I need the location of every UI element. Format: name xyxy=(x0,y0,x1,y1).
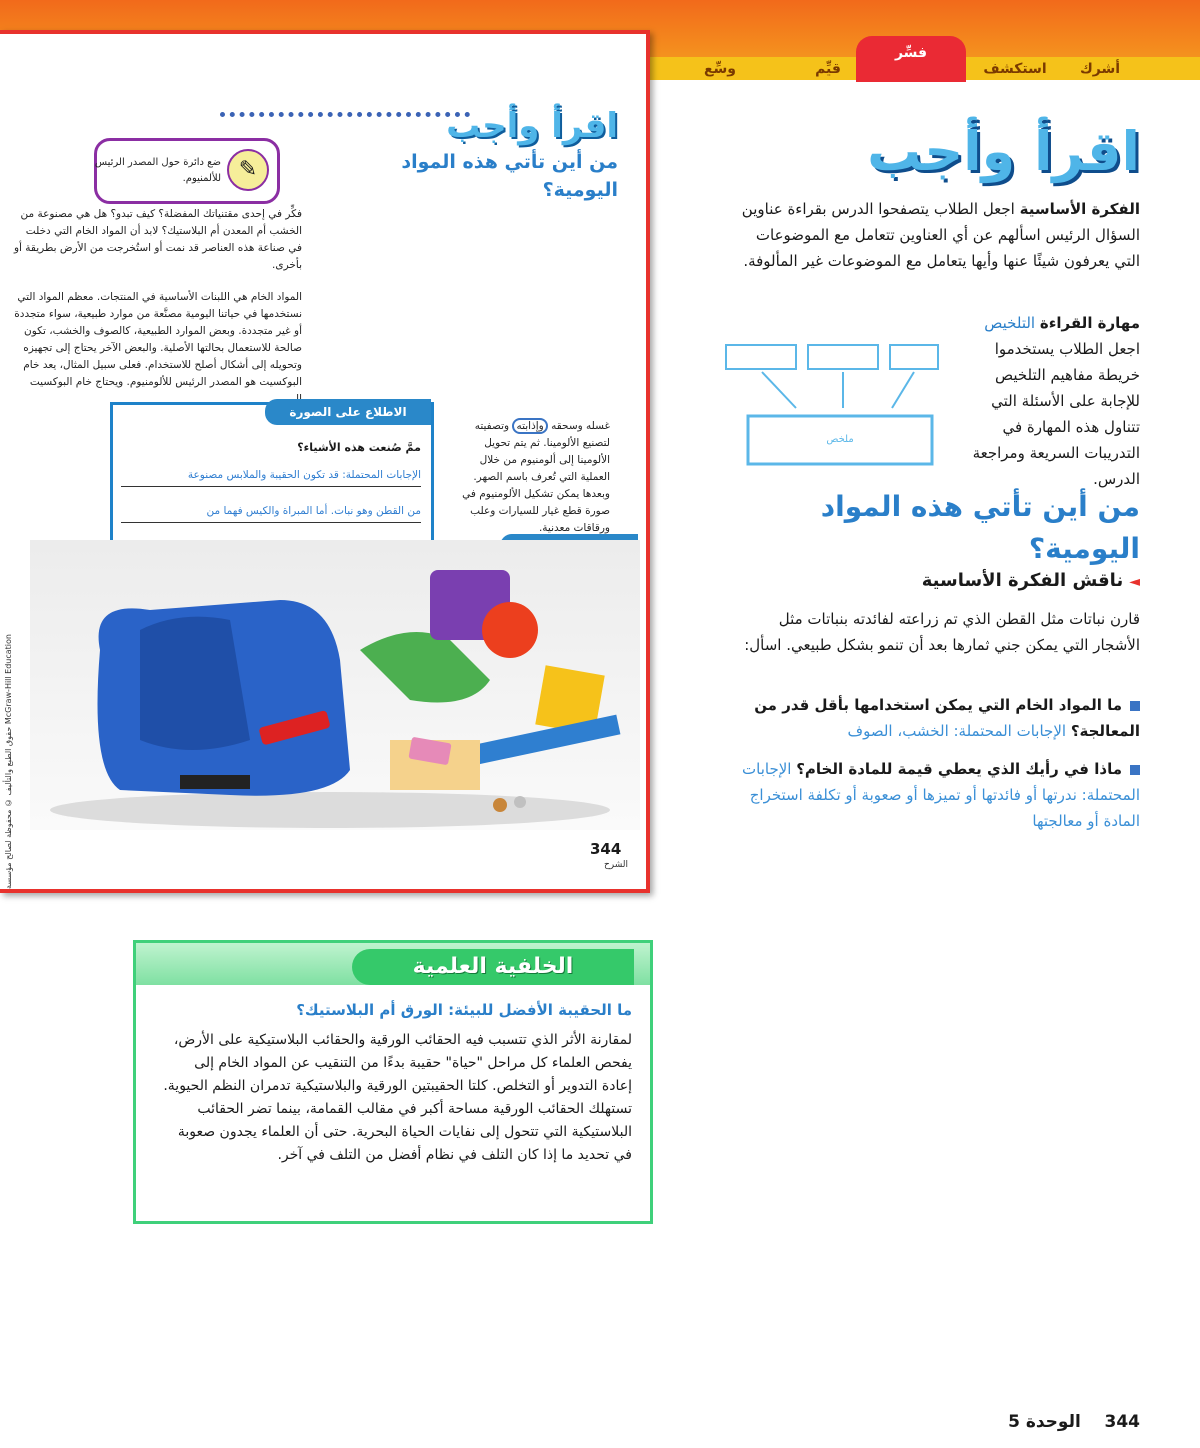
student-para-2: المواد الخام هي اللبنات الأساسية في المنتجات. معظم المواد التي نستخدمها في حياتنا اليومية مصنَّعة من موارد طبيعية، سواء متجددة أو غير متجددة. وبعض الموارد الطبيعية، كالصوف والخشب، تكون صالحة للاستعمال بحالتها الأصلية. والبعض الآخر يحتاج إلى تجهيزه وتحويله إلى أشكال أصلح للاستخدام. فعلى سبيل المثال، يعد خام البوكسيت هو المصدر الرئيس للألومنيوم. ويحتاج خام البوكسيت xyxy=(14,291,302,388)
para3-prefix: غسله وسحقه xyxy=(551,420,610,432)
copyright-credit: حقوق الطبع والتأليف © محفوظة لصالح مؤسسة McGraw-Hill Education xyxy=(4,634,13,889)
student-para-3 xyxy=(460,418,610,537)
square-bullet-icon xyxy=(1130,701,1140,711)
reading-skill-label: مهارة القراءة xyxy=(1039,314,1140,332)
square-bullet-icon xyxy=(1130,765,1140,775)
answer-2-text: الإجابات المحتملة: ندرتها أو فائدتها أو تميزها أو صعوبة أو تكلفة استخراج المادة أو معالجتها xyxy=(742,760,1140,830)
science-background-box xyxy=(133,940,653,1224)
teacher-title: اقرأ وأجب xyxy=(867,120,1140,183)
note-callout xyxy=(94,138,280,204)
background-subheading: ما الحقيبة الأفضل للبيئة: الورق أم البلاستيك؟ xyxy=(296,1001,632,1019)
question-2 xyxy=(720,756,1140,834)
background-text: لمقارنة الأثر الذي تتسبب فيه الحقائب الورقية والحقائب البلاستيكية على الأرض، يفحص العلماء كل مراحل "حياة" حقيبة بدءًا من التنقيب عن المواد الخام إلى إعادة التدوير أو التخلص. كلتا الحقيبتين الورقية والبلاستيكية تدمران النظم الحيوية. تستهلك الحقائب الورقية مساحة أكبر في مقالب القمامة، بينما تضر الحقائب البلاستيكية التي تتحول إلى نفايات الحياة البحرية. حتى أن العلماء يجدون صعوبة في تحديد ما إذا كان التلف في نظام أفضل من التلف في آخر. xyxy=(163,1032,632,1163)
circled-answer-word: وإذابته xyxy=(512,418,547,434)
callout-text: ضع دائرة حول المصدر الرئيس للألمنيوم. xyxy=(94,157,221,184)
teacher-heading: من أين تأتي هذه المواد اليومية؟ xyxy=(820,490,1140,565)
student-para-1: فكِّر في إحدى مقتنياتك المفضلة؟ كيف تبدو؟ هل هي مصنوعة من الخشب أم المعدن أم البلاستيك؟ لابد أن المواد الخام التي دخلت في صناعة هذه العناصر قد نمت أو استُخرجت من الأرض بطريقة أو بأخرى. xyxy=(13,208,302,271)
pencil-note-icon: ✎ xyxy=(227,149,269,191)
student-page-number: 344 xyxy=(590,840,622,858)
summary-box-label: ملخص xyxy=(826,434,854,445)
footer-page-number: 344 xyxy=(1104,1412,1140,1432)
answer-line-1: الإجابات المحتملة: قد تكون الحقيبة والملابس مصنوعة xyxy=(121,463,421,487)
student-page-panel xyxy=(0,30,650,893)
reading-skill-text: اجعل الطلاب يستخدموا خريطة مفاهيم التلخيص للإجابة على الأسئلة التي تتناول هذه المهارة في التدريبات السريعة ومراجعة الدرس. xyxy=(972,340,1140,488)
tab-explain[interactable]: فسِّر xyxy=(856,36,966,82)
discuss-heading-text: ناقش الفكرة الأساسية xyxy=(921,570,1124,591)
question-2-text: ماذا في رأيك الذي يعطي قيمة للمادة الخام؟ xyxy=(796,760,1122,778)
footer-unit: الوحدة 5 xyxy=(1008,1412,1081,1432)
answer-line-2: من القطن وهو نبات. أما المبراة والكيس فهما من xyxy=(121,499,421,523)
core-idea-paragraph xyxy=(740,196,1140,274)
background-header: الخلفية العلمية xyxy=(352,949,634,985)
student-page-heading: من أين تأتي هذه المواد اليومية؟ xyxy=(401,151,618,201)
student-page-title: اقرأ وأجب xyxy=(446,106,618,146)
page-footer xyxy=(1008,1412,1140,1432)
photo-box-header: الاطلاع على الصورة xyxy=(265,399,431,425)
core-idea-label: الفكرة الأساسية xyxy=(1019,200,1140,218)
student-page-section: الشرح xyxy=(604,860,629,870)
discuss-paragraph: قارن نباتات مثل القطن الذي تم زراعته لفائدته بنباتات مثل الأشجار التي يمكن جني ثمارها بعد أن تنمو بشكل طبيعي. اسأل: xyxy=(744,610,1140,654)
tab-extend[interactable]: وسِّع xyxy=(703,61,737,77)
question-1 xyxy=(720,692,1140,744)
discuss-heading xyxy=(922,570,1140,591)
title-dotted-rule xyxy=(220,112,470,117)
answer-1-text: الإجابات المحتملة: الخشب، الصوف xyxy=(847,722,1071,740)
tab-explore[interactable]: استكشف xyxy=(983,61,1047,77)
triangle-bullet-icon: ◄ xyxy=(1129,574,1140,590)
tab-evaluate[interactable]: قيِّم xyxy=(815,61,841,77)
question-1-text: ما المواد الخام التي يمكن استخدامها بأقل قدر من المعالجة؟ xyxy=(754,696,1140,740)
photo-question: ممَّ صُنعت هذه الأشياء؟ xyxy=(297,441,421,454)
backpack-illustration xyxy=(30,540,640,830)
core-idea-text: اجعل الطلاب يتصفحوا الدرس بقراءة عناوين السؤال الرئيس اسألهم عن أي العناوين تتعامل مع الموضوعات التي يعرفون شيئًا عنها وأيها يتعامل مع الموضوعات غير المألوفة. xyxy=(741,200,1140,270)
para3-suffix: وتصفيته لتصنيع الألومينا. ثم يتم تحويل الألومينا إلى ألومنيوم من خلال العملية التي تُعرف باسم الصهر. وبعدها يمكن تشكيل الألومنيوم في صورة قطع غيار للسيارات وعلب ورقاقات معدنية. xyxy=(462,420,610,534)
tab-engage[interactable]: أشرك xyxy=(1079,61,1121,77)
reading-skill-name: التلخيص xyxy=(984,314,1036,332)
reading-skill-paragraph xyxy=(964,310,1140,492)
everyday-materials-photo xyxy=(30,540,640,830)
